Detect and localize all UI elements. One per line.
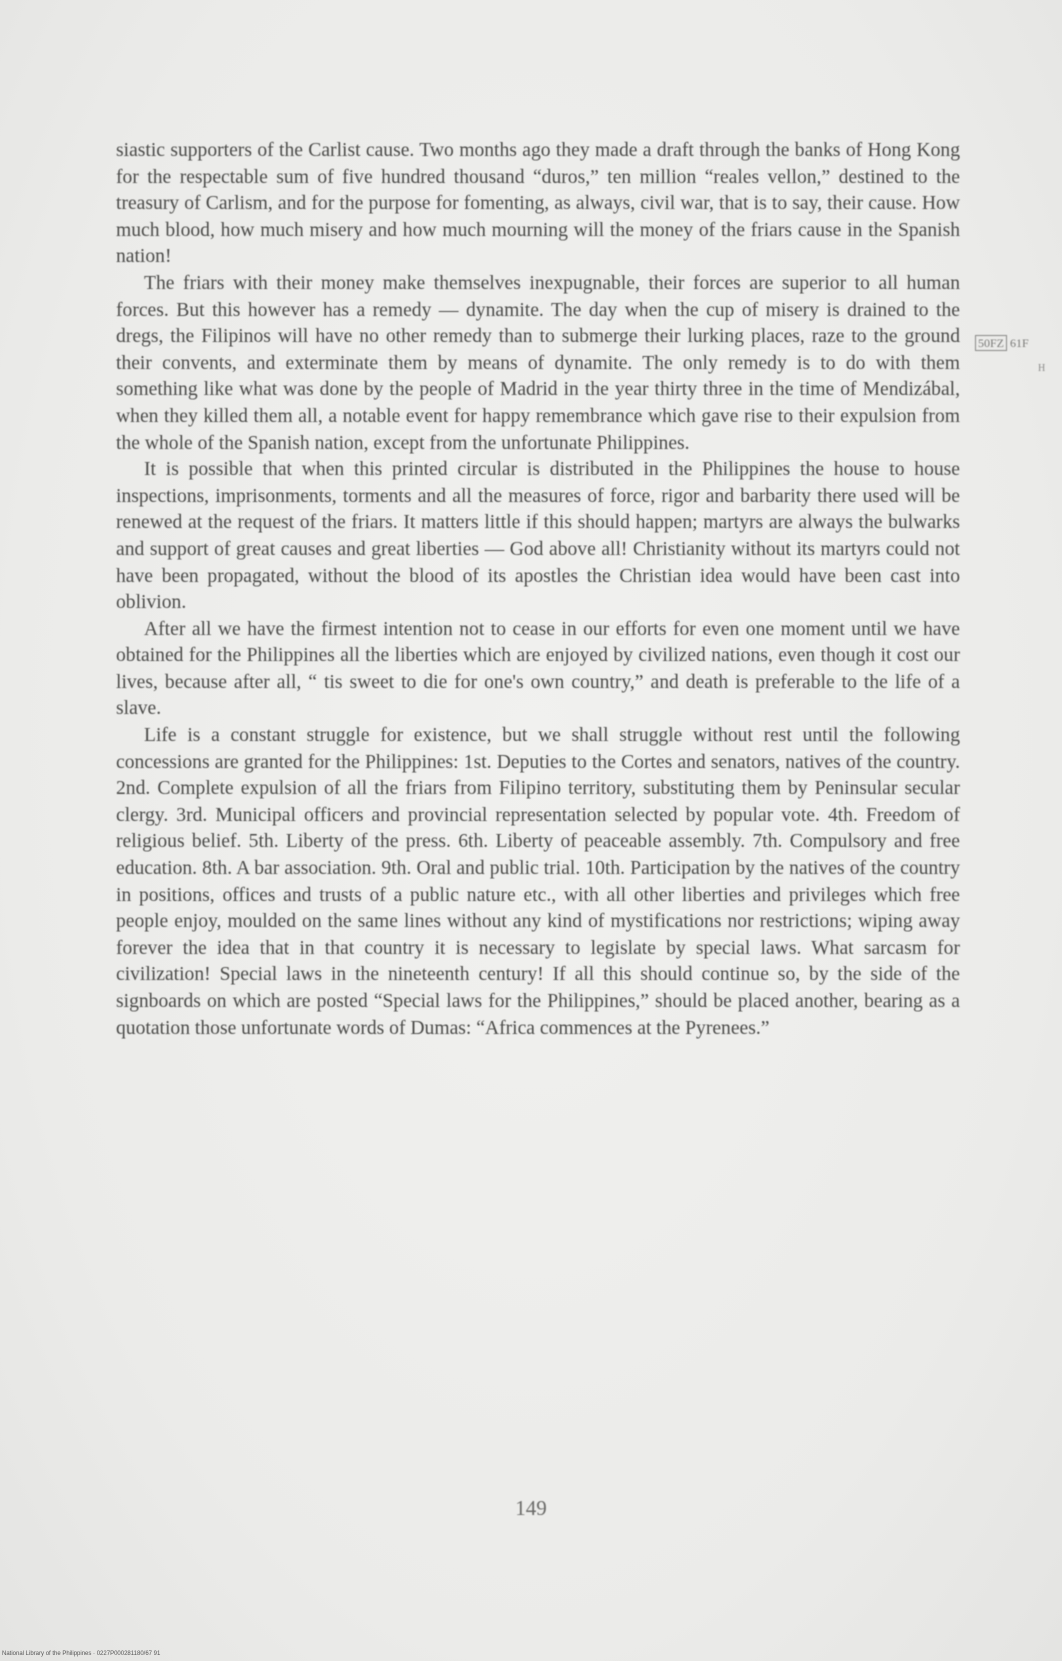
page-number: 149 [515,1496,547,1520]
paragraph: The friars with their money make themselves inexpugnable, their forces are superior to all human forces. But this however has a remedy — dynamite. The day when the cup of misery is drained to the dregs, the Filipinos will have no other remedy than to submerge their lurking places, raze to the ground their convents, and exterminate them by means of dynamite. The only remedy is to do with them something like what was done by the people of Madrid in the year thirty three in the time of Mendizábal, when they killed them all, a notable event for happy remembrance which gave rise to their expulsion from the whole of the Spanish nation, except from the unfortunate Philippines. [116,272,960,454]
body-text [116,138,960,1042]
paragraph: Life is a constant struggle for existence, but we shall struggle without rest until the following concessions are granted for the Philippines: 1st. Deputies to the Cortes and senators, natives of the country. 2nd. Complete expulsion of all the friars from Filipino territory, substituting them by Peninsular secular clergy. 3rd. Municipal officers and provincial representation selected by popular vote. 4th. Freedom of religious belief. 5th. Liberty of the press. 6th. Liberty of peaceable assembly. 7th. Compulsory and free education. 8th. A bar association. 9th. Oral and public trial. 10th. Participation by the natives of the country in positions, offices and trusts of a public nature etc., with all other liberties and privileges which free people enjoy, moulded on the same lines without any kind of mystifications nor restrictions; wiping away forever the idea that in that country it is necessary to legislate by special laws. What sarcasm for civilization! Special laws in the nineteenth century! If all this should continue so, by the side of the signboards on which are posted “Special laws for the Philippines,” should be placed another, bearing as a quotation those unfortunate words of Dumas: “Africa commences at the Pyrenees.” [116,725,960,1039]
margin-annotation [975,336,1029,351]
paragraph: It is possible that when this printed circular is distributed in the Philippines the house to house inspections, imprisonments, torments and all the measures of force, rigor and barbarity there used will be renewed at the request of the friars. It matters little if this should happen; martyrs are always the bulwarks and support of great causes and great liberties — God above all! Christianity without its martyrs could not have been propagated, without the blood of its apostles the Christian idea would have been cast into oblivion. [116,459,960,614]
margin-annotation-mark: H [1038,363,1046,374]
paragraph: siastic supporters of the Carlist cause. Two months ago they made a draft through the banks of Hong Kong for the respectable sum of five hundred thousand “duros,” ten million “reales vellon,” destined to the treasury of Carlism, and for the purpose for fomenting, as always, civil war, that is to say, their cause. How much blood, how much misery and how much mourning will the money of the friars cause in the Spanish nation! [116,140,960,268]
margin-annotation-box: 50FZ [975,335,1007,351]
scan-footer: National Library of the Philippines · 0227P000281180/67 91 [2,1651,161,1657]
paragraph: After all we have the firmest intention not to cease in our efforts for even one moment until we have obtained for the Philippines all the liberties which are enjoyed by civilized nations, even though it cost our lives, because after all, “ tis sweet to die for one's own country,” and death is preferable to the life of a slave. [116,618,960,720]
margin-annotation-ref: 61F [1010,336,1029,350]
